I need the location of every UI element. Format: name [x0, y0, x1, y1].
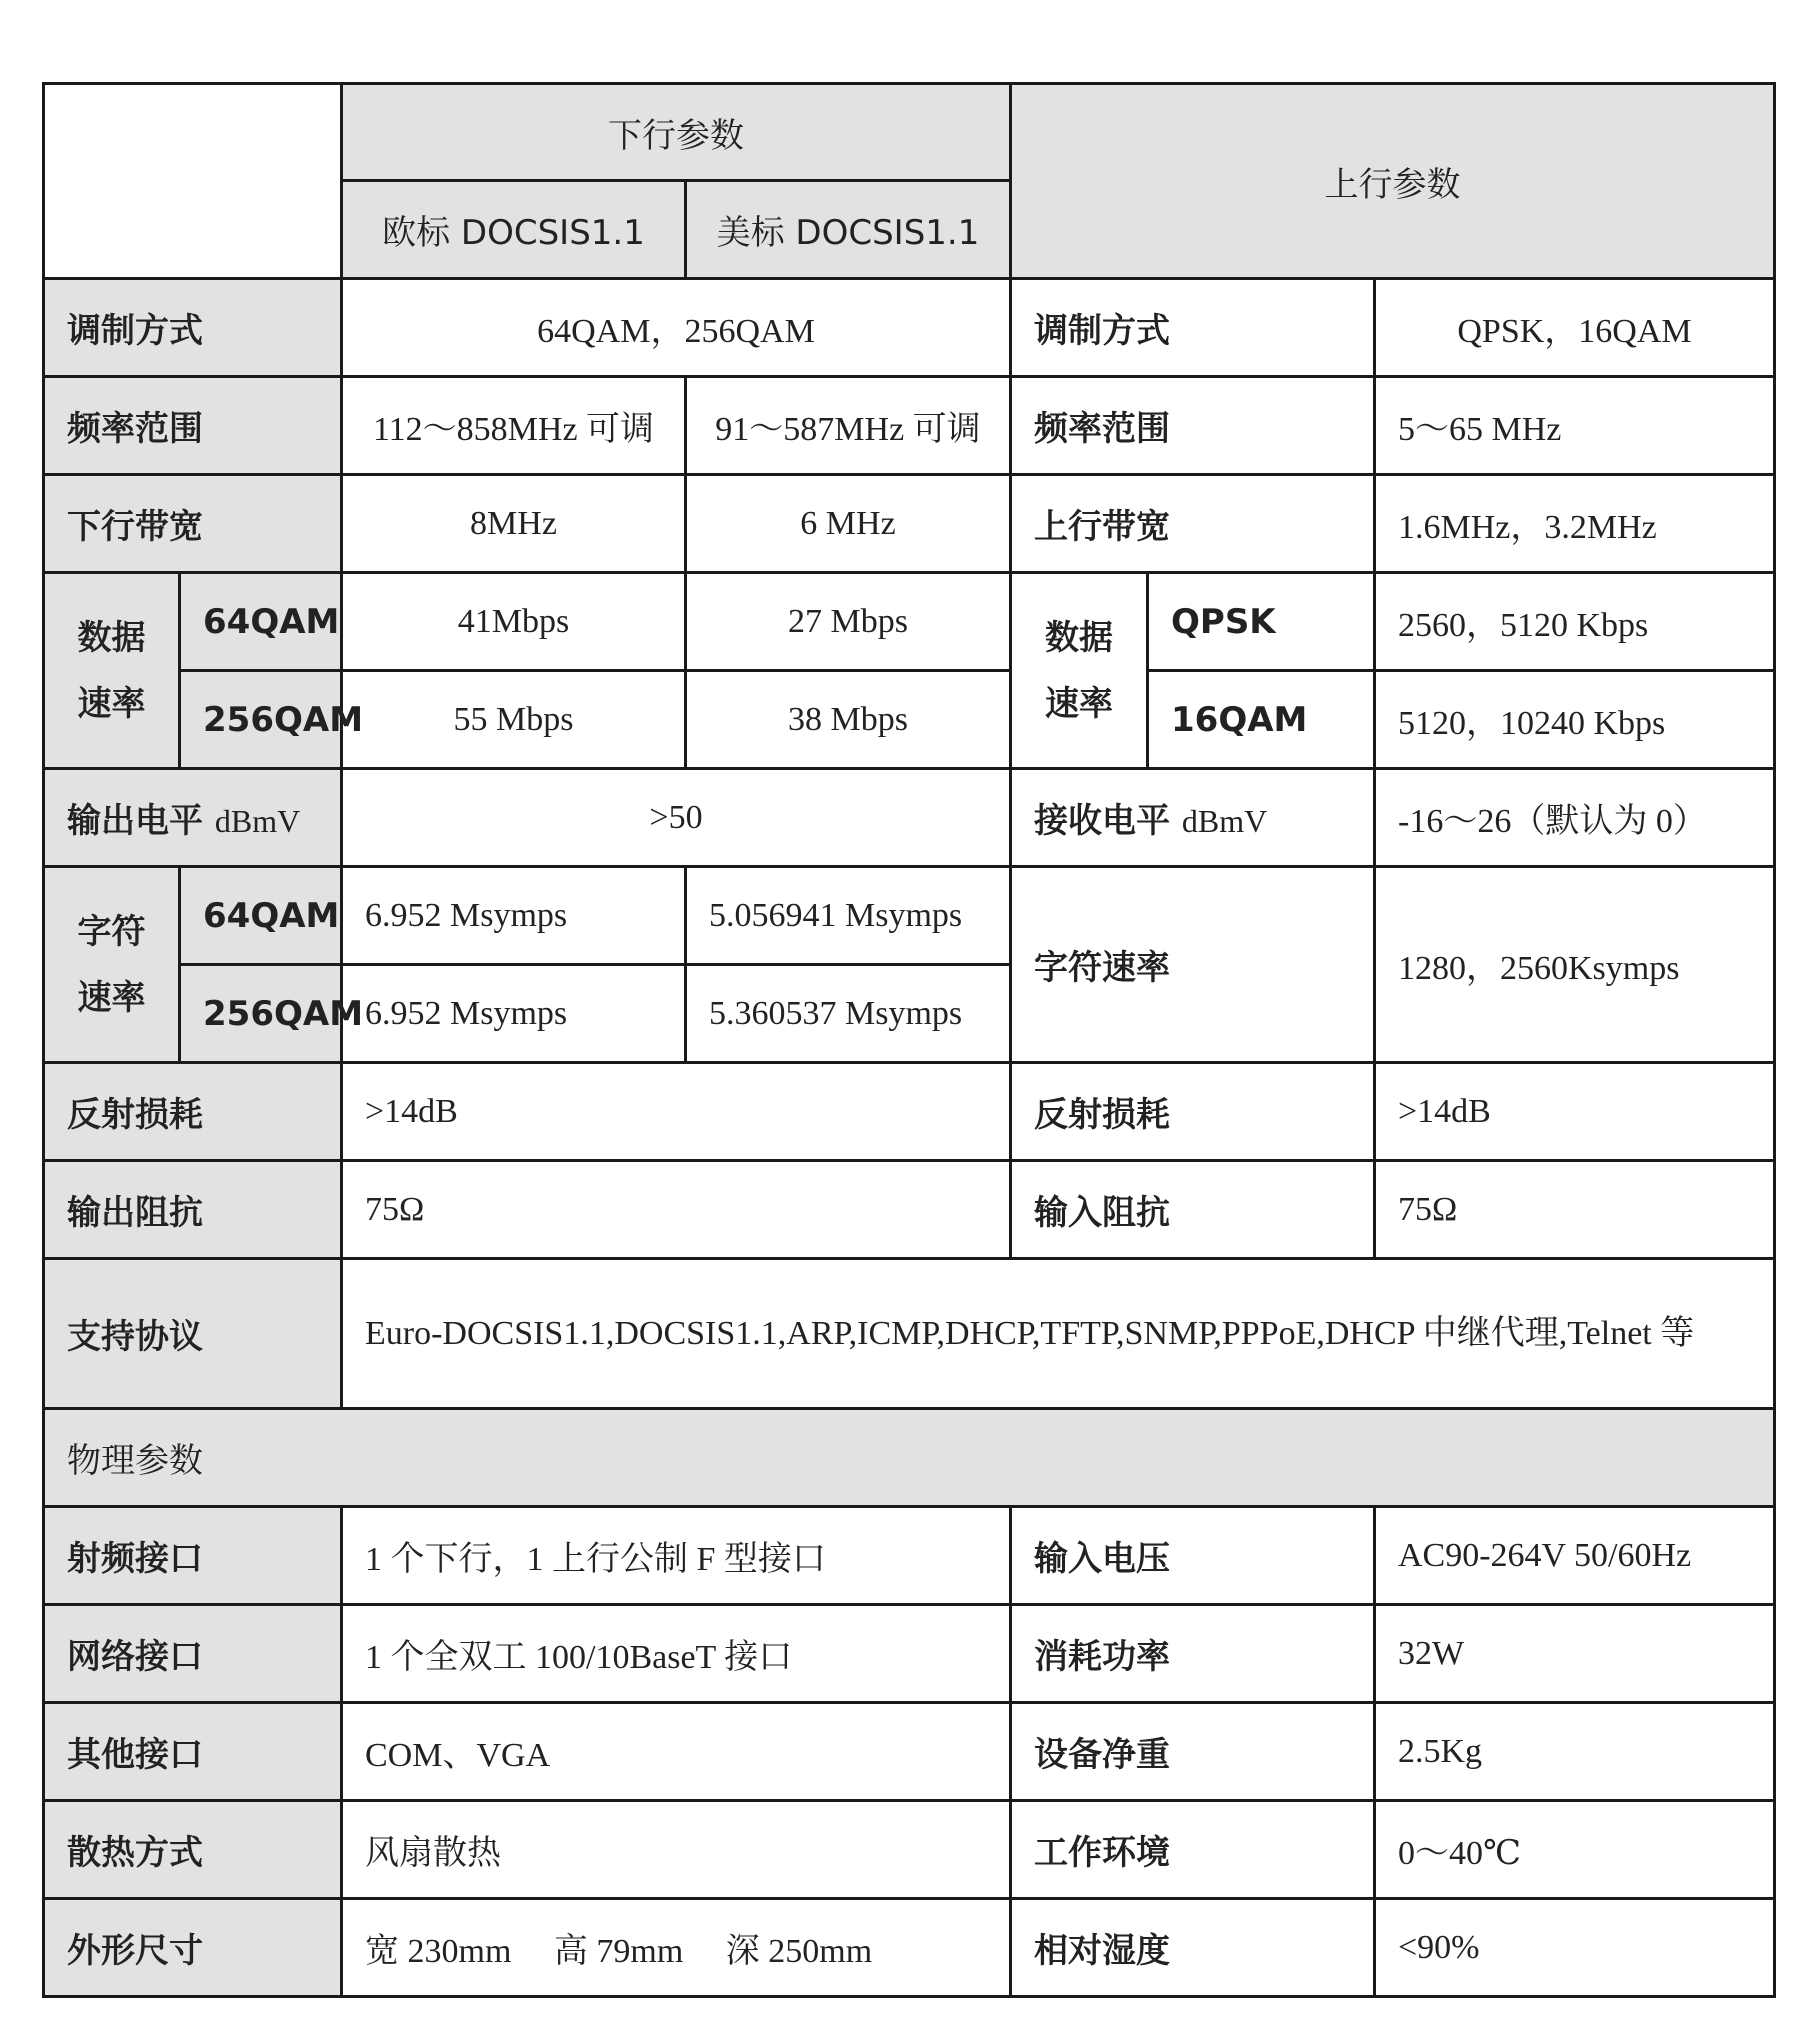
- rf-interface-value: 1 个下行，1 上行公制 F 型接口: [342, 1507, 1011, 1605]
- output-level-unit: dBmV: [214, 803, 301, 839]
- receive-level-label: [1011, 769, 1375, 867]
- output-level-value: >50: [342, 769, 1011, 867]
- input-impedance-label: 输入阻抗: [1011, 1161, 1375, 1259]
- datarate-label-line2: 速率: [77, 683, 146, 724]
- output-impedance-label: 输出阻抗: [44, 1161, 342, 1259]
- row-frequency: [44, 377, 1775, 475]
- row-level: [44, 769, 1775, 867]
- row-datarate-1: [44, 573, 1775, 671]
- return-loss-down-value: >14dB: [342, 1063, 1011, 1161]
- net-weight-label: 设备净重: [1011, 1703, 1375, 1801]
- output-impedance-value: 75Ω: [342, 1161, 1011, 1259]
- spec-table: [42, 82, 1776, 1998]
- net-weight-value: 2.5Kg: [1375, 1703, 1775, 1801]
- datarate-64qam-us: 27 Mbps: [686, 573, 1011, 671]
- operating-env-value: 0～40℃: [1375, 1801, 1775, 1899]
- bandwidth-up-value: 1.6MHz，3.2MHz: [1375, 475, 1775, 573]
- datarate-256qam-sub: 256QAM: [180, 671, 342, 769]
- frequency-up-value: 5～65 MHz: [1375, 377, 1775, 475]
- symrate-64qam-us: 5.056941 Msymps: [686, 867, 1011, 965]
- downstream-header: 下行参数: [342, 84, 1011, 181]
- bandwidth-up-label: 上行带宽: [1011, 475, 1375, 573]
- modulation-down-value: 64QAM，256QAM: [342, 279, 1011, 377]
- humidity-value: <90%: [1375, 1899, 1775, 1997]
- symrate-256qam-us: 5.360537 Msymps: [686, 965, 1011, 1063]
- datarate-64qam-sub: 64QAM: [180, 573, 342, 671]
- up-datarate-qpsk-sub: QPSK: [1148, 573, 1375, 671]
- bandwidth-euro-value: 8MHz: [342, 475, 686, 573]
- bandwidth-us-value: 6 MHz: [686, 475, 1011, 573]
- protocols-label: 支持协议: [44, 1259, 342, 1409]
- upstream-header: 上行参数: [1011, 84, 1775, 279]
- symrate-64qam-sub: 64QAM: [180, 867, 342, 965]
- row-physical-header: [44, 1409, 1775, 1507]
- rf-interface-label: 射频接口: [44, 1507, 342, 1605]
- return-loss-up-label: 反射损耗: [1011, 1063, 1375, 1161]
- row-physical-2: [44, 1605, 1775, 1703]
- other-interface-value: COM、VGA: [342, 1703, 1011, 1801]
- symrate-64qam-euro: 6.952 Msymps: [342, 867, 686, 965]
- up-datarate-label: [1011, 573, 1148, 769]
- input-impedance-value: 75Ω: [1375, 1161, 1775, 1259]
- row-physical-5: [44, 1899, 1775, 1997]
- datarate-64qam-euro: 41Mbps: [342, 573, 686, 671]
- up-symrate-value: 1280，2560Ksymps: [1375, 867, 1775, 1063]
- input-voltage-value: AC90-264V 50/60Hz: [1375, 1507, 1775, 1605]
- us-standard-header: 美标 DOCSIS1.1: [686, 181, 1011, 279]
- frequency-up-label: 频率范围: [1011, 377, 1375, 475]
- frequency-euro-value: 112～858MHz 可调: [342, 377, 686, 475]
- header-row-1: [44, 84, 1775, 181]
- symrate-label-line1: 字符: [77, 911, 146, 952]
- row-return-loss: [44, 1063, 1775, 1161]
- network-interface-value: 1 个全双工 100/10BaseT 接口: [342, 1605, 1011, 1703]
- header-blank-cell: [44, 84, 342, 279]
- receive-level-unit: dBmV: [1181, 803, 1268, 839]
- datarate-256qam-us: 38 Mbps: [686, 671, 1011, 769]
- up-symrate-label: 字符速率: [1011, 867, 1375, 1063]
- row-physical-3: [44, 1703, 1775, 1801]
- network-interface-label: 网络接口: [44, 1605, 342, 1703]
- frequency-label: 频率范围: [44, 377, 342, 475]
- symrate-256qam-euro: 6.952 Msymps: [342, 965, 686, 1063]
- euro-standard-header: 欧标 DOCSIS1.1: [342, 181, 686, 279]
- cooling-value: 风扇散热: [342, 1801, 1011, 1899]
- row-bandwidth: [44, 475, 1775, 573]
- cooling-label: 散热方式: [44, 1801, 342, 1899]
- up-datarate-qpsk-value: 2560，5120 Kbps: [1375, 573, 1775, 671]
- row-symrate-1: [44, 867, 1775, 965]
- up-datarate-label-line1: 数据: [1045, 617, 1113, 658]
- dimensions-label: 外形尺寸: [44, 1899, 342, 1997]
- symrate-label-line2: 速率: [77, 977, 146, 1018]
- receive-level-label-text: 接收电平: [1034, 801, 1170, 841]
- row-physical-1: [44, 1507, 1775, 1605]
- modulation-up-label: 调制方式: [1011, 279, 1375, 377]
- modulation-up-value: QPSK，16QAM: [1375, 279, 1775, 377]
- row-protocols: [44, 1259, 1775, 1409]
- output-level-label-text: 输出电平: [67, 801, 203, 841]
- up-datarate-label-line2: 速率: [1045, 683, 1113, 724]
- protocols-value: Euro-DOCSIS1.1,DOCSIS1.1,ARP,ICMP,DHCP,TFTP,SNMP,PPPoE,DHCP 中继代理,Telnet 等: [342, 1259, 1775, 1409]
- return-loss-label: 反射损耗: [44, 1063, 342, 1161]
- modulation-label: 调制方式: [44, 279, 342, 377]
- symrate-label: [44, 867, 180, 1063]
- bandwidth-label: 下行带宽: [44, 475, 342, 573]
- datarate-label-line1: 数据: [77, 617, 146, 658]
- row-physical-4: [44, 1801, 1775, 1899]
- datarate-256qam-euro: 55 Mbps: [342, 671, 686, 769]
- power-consumption-label: 消耗功率: [1011, 1605, 1375, 1703]
- operating-env-label: 工作环境: [1011, 1801, 1375, 1899]
- up-datarate-16qam-sub: 16QAM: [1148, 671, 1375, 769]
- row-modulation: [44, 279, 1775, 377]
- frequency-us-value: 91～587MHz 可调: [686, 377, 1011, 475]
- row-datarate-2: [44, 671, 1775, 769]
- physical-section-title: 物理参数: [44, 1409, 1775, 1507]
- row-impedance: [44, 1161, 1775, 1259]
- symrate-256qam-sub: 256QAM: [180, 965, 342, 1063]
- up-datarate-16qam-value: 5120，10240 Kbps: [1375, 671, 1775, 769]
- output-level-label: [44, 769, 342, 867]
- return-loss-up-value: >14dB: [1375, 1063, 1775, 1161]
- humidity-label: 相对湿度: [1011, 1899, 1375, 1997]
- other-interface-label: 其他接口: [44, 1703, 342, 1801]
- dimensions-value: 宽 230mm 高 79mm 深 250mm: [342, 1899, 1011, 1997]
- datarate-label: [44, 573, 180, 769]
- receive-level-value: -16～26（默认为 0）: [1375, 769, 1775, 867]
- power-consumption-value: 32W: [1375, 1605, 1775, 1703]
- input-voltage-label: 输入电压: [1011, 1507, 1375, 1605]
